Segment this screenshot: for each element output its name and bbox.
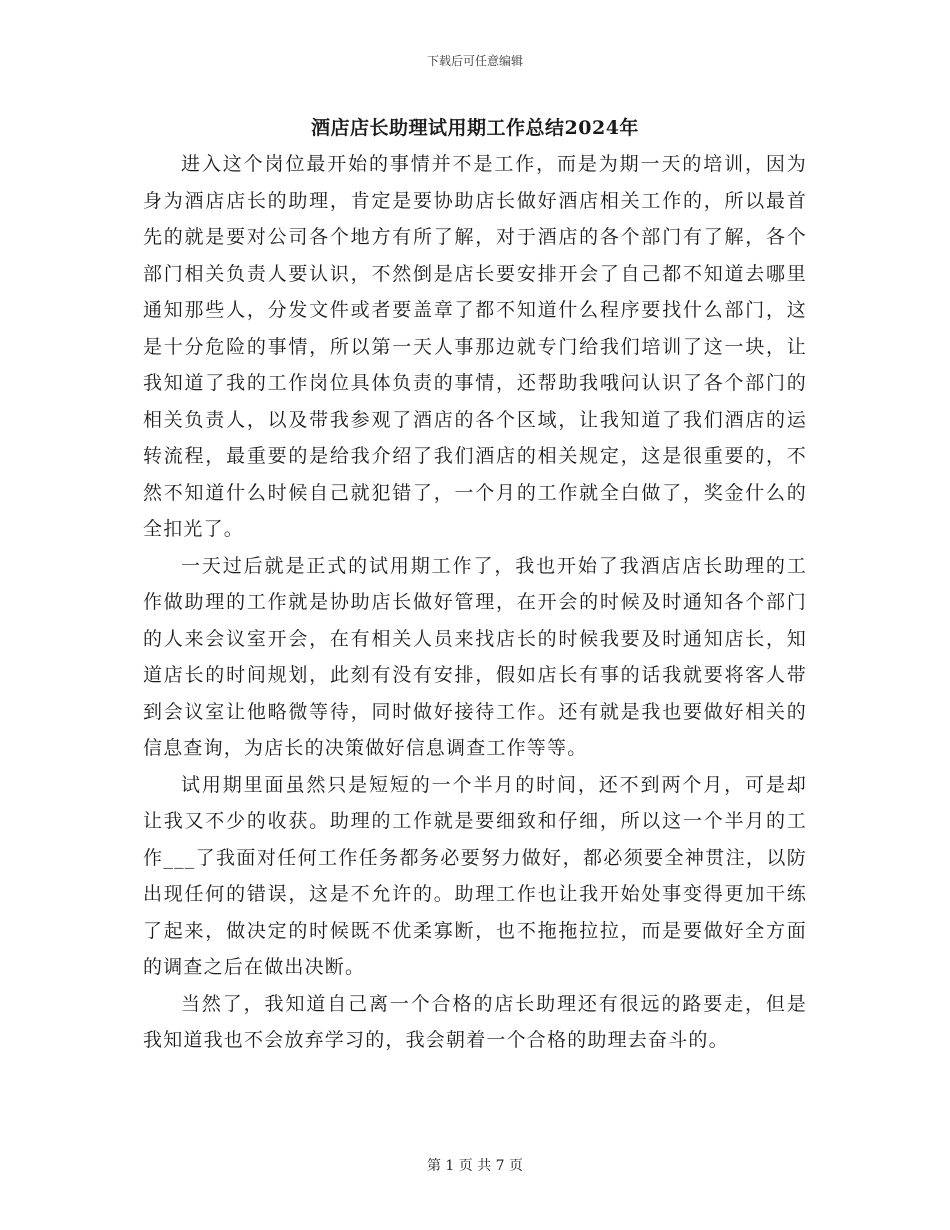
paragraph-training: 进入这个岗位最开始的事情并不是工作，而是为期一天的培训，因为身为酒店店长的助理，肯定是要协助店长做好酒店相关工作的，所以最首先的就是要对公司各个地方有所了解，对于酒店的各个部门有了解，各个部门相关负责人要认识，不然倒是店长要安排开会了自己都不知道去哪里通知那些人，分发文件或者要盖章了都不知道什么程序要找什么部门，这是十分危险的事情，所以第一天人事那边就专门给我们培训了这一块，让我知道了我的工作岗位具体负责的事情，还帮助我哦问认识了各个部门的相关负责人，以及带我参观了酒店的各个区域，让我知道了我们酒店的运转流程，最重要的是给我介绍了我们酒店的相关规定，这是很重要的，不然不知道什么时候自己就犯错了，一个月的工作就全白做了，奖金什么的全扣光了。 xyxy=(143,153,807,540)
page-number: 第 1 页 共 7 页 xyxy=(426,1158,524,1174)
paragraph-probation-duties: 一天过后就是正式的试用期工作了，我也开始了我酒店店长助理的工作做助理的工作就是协助店长做好管理，在开会的时候及时通知各个部门的人来会议室开会，在有相关人员来找店长的时候我要及时通知店长，知道店长的时间规划，此刻有没有安排，假如店长有事的话我就要将客人带到会议室让他略微等待，同时做好接待工作。还有就是我也要做好相关的信息查询，为店长的决策做好信息调查工作等等。 xyxy=(143,554,807,759)
paragraph-gains: 试用期里面虽然只是短短的一个半月的时间，还不到两个月，可是却让我又不少的收获。助理的工作就是要细致和仔细，所以这一个半月的工作___了我面对任何工作任务都务必要努力做好，都必须要全神贯注，以防出现任何的错误，这是不允许的。助理工作也让我开始处事变得更加干练了起来，做决定的时候既不优柔寡断，也不拖拖拉拉，而是要做好全方面的调查之后在做出决断。 xyxy=(143,773,807,978)
document-body xyxy=(143,146,807,1059)
document-title: 酒店店长助理试用期工作总结2024年 xyxy=(311,117,639,139)
page-header-note: 下载后可任意编辑 xyxy=(426,54,523,68)
paragraph-conclusion: 当然了，我知道自己离一个合格的店长助理还有很远的路要走，但是我知道我也不会放弃学习的，我会朝着一个合格的助理去奋斗的。 xyxy=(143,992,807,1051)
